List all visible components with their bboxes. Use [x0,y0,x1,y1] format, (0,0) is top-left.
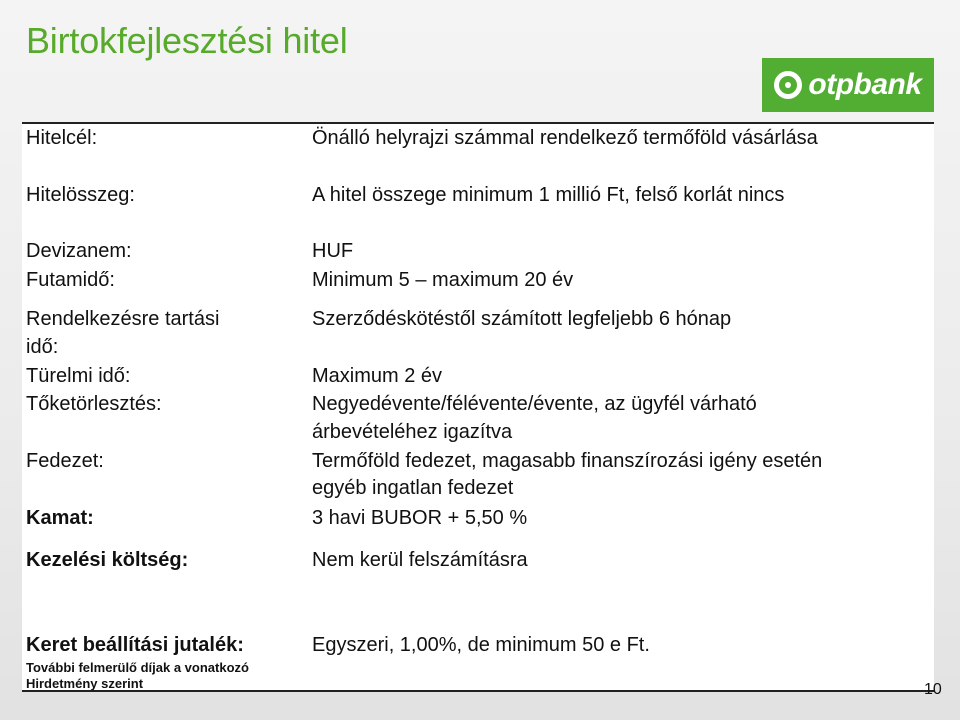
turelmi-label: Türelmi idő: [26,365,131,387]
kezelesi-value: Nem kerül felszámításra [312,549,528,571]
toketorlesztes-value-line1: Negyedévente/félévente/évente, az ügyfél várható [312,393,757,415]
futamido-label: Futamidő: [26,269,115,291]
keret-value: Egyszeri, 1,00%, de minimum 50 e Ft. [312,634,650,656]
slide-title: Birtokfejlesztési hitel [26,20,348,61]
otp-logo-icon [774,71,802,99]
rendelkezes-value: Szerződéskötéstől számított legfeljebb 6 hónap [312,308,732,330]
toketorlesztes-label: Tőketörlesztés: [26,393,162,415]
otpbank-logo [762,58,934,112]
futamido-value: Minimum 5 – maximum 20 év [312,269,574,291]
fedezet-value-line1: Termőföld fedezet, magasabb finanszírozási igény esetén [312,450,823,472]
devizanem-label: Devizanem: [26,240,132,262]
hitelcel-label: Hitelcél: [26,127,98,149]
kezelesi-label: Kezelési költség: [26,549,189,571]
devizanem-value: HUF [312,240,354,262]
toketorlesztes-value-line2: árbevételéhez igazítva [312,421,513,443]
bottom-divider [22,690,934,692]
logo-text: otpbank [808,68,922,101]
rendelkezes-label-line2: idő: [26,336,59,358]
keret-label: Keret beállítási jutalék: [26,634,244,656]
hitelosszeg-value: A hitel összege minimum 1 millió Ft, felső korlát nincs [312,184,785,206]
hitelcel-value: Önálló helyrajzi számmal rendelkező termőföld vásárlása [312,127,818,149]
rendelkezes-label-line1: Rendelkezésre tartási [26,308,220,330]
kamat-value: 3 havi BUBOR + 5,50 % [312,507,528,529]
fedezet-label: Fedezet: [26,450,104,472]
kamat-label: Kamat: [26,507,94,529]
hitelosszeg-label: Hitelösszeg: [26,184,135,206]
page-number: 10 [924,681,942,698]
turelmi-value: Maximum 2 év [312,365,443,387]
fedezet-value-line2: egyéb ingatlan fedezet [312,477,514,499]
footnote-line1: További felmerülő díjak a vonatkozó [26,660,249,675]
footnote-line2: Hirdetmény szerint [26,676,144,691]
